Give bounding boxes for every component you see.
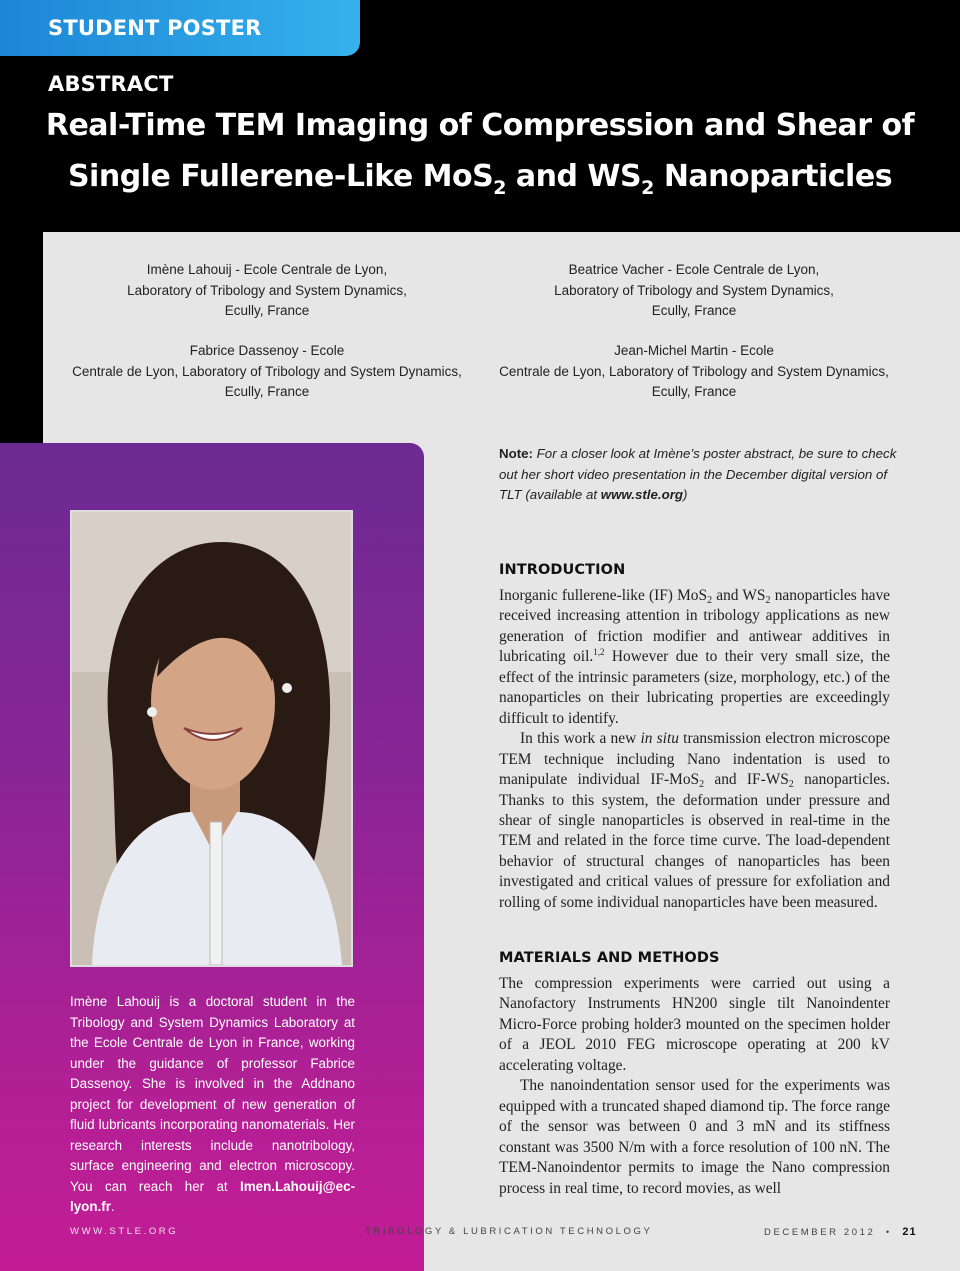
methods-paragraph-1: The compression experiments were carried out using a Nanofactory Instruments HN200 single tilt Nanoindenter Micro-Force probing holder3 mounted on the specimen holder of a JEOL 2010 FEG microscope operating at 200 kV accelerating voltage. [499,975,890,1074]
author-bio: Imène Lahouij is a doctoral student in the Tribology and System Dynamics Laboratory at the Ecole Centrale de Lyon in France, working under the guidance of professor Fabrice Dassenoy. She is involved in the Addnano project for development of new generation of fluid lubricants incorporating nanomaterials. Her research interests include nanotribology, surface engineering and electron microscopy. You can reach her at Imen.Lahouij@ec-lyon.fr. [70,994,355,1214]
left-black-band [0,232,43,444]
author-dassenoy: Fabrice Dassenoy - Ecole Centrale de Lyon, Laboratory of Tribology and System Dynamics, Ecully, France [72,343,462,399]
author-photo [70,510,353,967]
article-title [40,100,920,202]
methods-body [499,974,890,1199]
section-tag: STUDENT POSTER ABSTRACT [0,0,360,56]
author-lahouij: Imène Lahouij - Ecole Centrale de Lyon, Laboratory of Tribology and System Dynamics, Ecully, France [127,262,407,318]
author-martin: Jean-Michel Martin - Ecole Centrale de Lyon, Laboratory of Tribology and System Dynamics, Ecully, France [499,343,889,399]
page-number: 21 [902,1226,917,1238]
introduction-body [499,586,890,913]
intro-paragraph-2: In this work a new in situ transmission electron microscope TEM technique including Nano indentation is used to manipulate individual IF-MoS$_2$ and $IF-WS_2$ nanoparticles. Thanks to this system, the deformation under pressure and shear of single nanoparticles is observed in real-time in the TEM and related in the force time curve. The load-dependent behavior of structural changes of nanoparticles has been investigated and critical values of pressure for exfoliation and rolling of some individual nanoparticles have been measured. [499,730,891,911]
author-email-link[interactable]: Imen.Lahouij@ec-lyon.fr [70,1178,355,1214]
intro-paragraph-1: Inorganic fullerene-like (IF) MoS$_2$ and $WS_2$ nanoparticles have received increasing attention in tribology applications as new generation of friction modifier and antiwear additives in lubricating oil.$^{1,2}$ However due to their very small size, the effect of the intrinsic parameters (size, morphology, etc.) of the nanoparticles on their lubricating properties are exceedingly difficult to identify. [499,587,891,727]
stle-link[interactable]: www.stle.org [600,487,684,502]
footer-journal: TRIBOLOGY & LUBRICATION TECHNOLOGY [365,1226,653,1237]
title-line-1: Real-Time TEM Imaging of Compression and Shear of [45,108,915,143]
title-line-2: Single Fullerene-Like MoS$_2$ and $WS_2$ Nanoparticles [67,159,893,199]
introduction-heading: INTRODUCTION [499,562,626,578]
methods-paragraph-2: The nanoindentation sensor used for the experiments was equipped with a truncated shaped diamond tip. The force range of the sensor was between 0 and 3 mN and its stiffness constant was 3500 N/m with a force resolution of 100 nN. The TEM-Nanoindentor permits to image the Nano compression process in real time, to record movies, as well [499,1077,890,1197]
footer-website: WWW.STLE.ORG [70,1226,179,1237]
author-vacher: Beatrice Vacher - Ecole Centrale de Lyon, Laboratory of Tribology and System Dynamics, Ecully, France [554,262,834,318]
methods-heading: MATERIALS AND METHODS [499,950,720,966]
footer-separator: • [885,1227,892,1238]
footer-date: DECEMBER 2012 • 21 [764,1226,917,1238]
video-note: Note: For a closer look at Imène’s poster abstract, be sure to check out her short video presentation in the December digital version of TLT (available at www.stle.org) [499,446,897,502]
